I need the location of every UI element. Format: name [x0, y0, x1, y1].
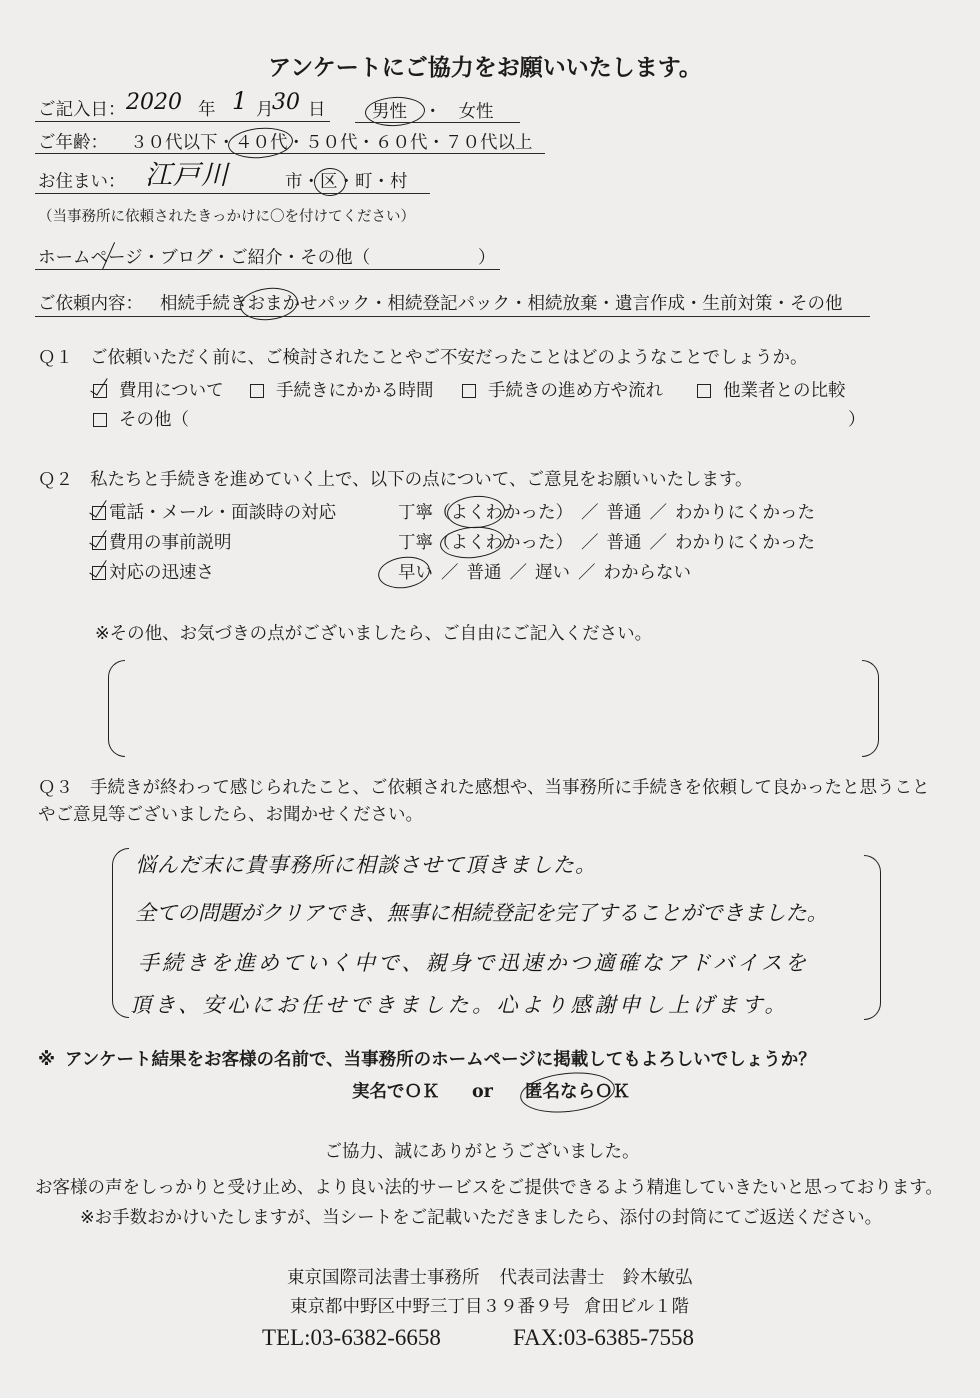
page-title: アンケートにご協力をお願いいたします。	[268, 55, 702, 81]
gender-option-female: 女性	[458, 102, 494, 122]
q1-checkbox	[697, 384, 711, 398]
q2-row-speed	[92, 562, 214, 584]
q2-row-contact	[92, 502, 336, 524]
office-address-line	[290, 1296, 689, 1318]
referral-option-introduction: ご紹介	[230, 248, 283, 268]
closing-thanks: ご協力、誠にありがとうございました。	[324, 1142, 640, 1162]
entry-year-unit: 年	[198, 100, 216, 120]
q2-number: Ｑ２	[38, 470, 73, 490]
publication-question: アンケート結果をお客様の名前で、当事務所のホームページに掲載してもよろしいでしょうか？	[65, 1050, 816, 1070]
underline	[35, 269, 500, 270]
q1-checkbox	[462, 384, 476, 398]
comment-bracket-left	[108, 660, 125, 757]
request-option-renunciation: 相続放棄	[527, 294, 598, 314]
entry-date-label: ご記入日：	[38, 100, 126, 120]
choice-slow: 遅い	[535, 563, 570, 583]
publication-choice-label: 実名でＯＫ	[352, 1082, 440, 1102]
residence-option-village: 村	[390, 172, 408, 192]
q3-answer-line: 手続きを進めていく中で、親身で迅速かつ適確なアドバイスを	[138, 951, 809, 975]
age-option-50s: ５０代	[305, 133, 358, 153]
publication-conjunction: or	[472, 1082, 493, 1102]
choice-polite: 丁寧（よくわかった）	[398, 503, 573, 523]
separator: ・	[142, 248, 161, 268]
residence-option-ward: 区	[320, 172, 338, 192]
q1-option-process	[462, 380, 663, 402]
age-option-40s: ４０代	[235, 133, 288, 153]
q2-row-cost-explanation-choices	[398, 532, 815, 554]
residence-value: 江戸川	[145, 160, 229, 191]
separator: ／	[649, 503, 667, 523]
q1-number: Ｑ１	[38, 348, 73, 368]
request-label: ご依頼内容：	[38, 294, 143, 314]
underline	[355, 122, 520, 123]
request-option-omakase-pack: 相続手続きおまかせパック	[160, 294, 370, 314]
age-option-30s-under: ３０代以下	[130, 133, 218, 153]
separator: ・	[287, 133, 305, 153]
q2-checkbox	[92, 536, 106, 550]
answer-bracket-right	[864, 855, 881, 1020]
q1-other-close: ）	[848, 410, 866, 430]
office-line	[287, 1267, 693, 1289]
residence-option-town: 町	[355, 172, 373, 192]
choice-polite: 丁寧（よくわかった）	[398, 533, 573, 553]
office-name: 東京国際司法書士事務所	[287, 1268, 480, 1288]
publication-choice-real-name	[352, 1081, 440, 1103]
separator: ／	[578, 563, 596, 583]
request-options	[160, 293, 843, 315]
office-tel: TEL:03-6382-6658	[262, 1325, 441, 1350]
referral-option-homepage: ホームページ	[38, 248, 143, 268]
separator: ・	[302, 172, 320, 192]
q3-question-line: 手続きが終わって感じられたこと、ご依頼された感想や、当事務所に手続きを依頼して良かったと思うこと	[90, 778, 930, 798]
gender-options	[372, 101, 494, 123]
choice-unclear: わかりにくかった	[675, 503, 815, 523]
request-option-will: 遺言作成	[615, 294, 685, 314]
choice-unknown: わからない	[603, 563, 691, 583]
separator: ・	[685, 294, 703, 314]
residence-option-city: 市	[285, 172, 303, 192]
separator: ／	[441, 563, 459, 583]
entry-month-unit: 月	[256, 100, 274, 120]
q1-checkbox	[93, 384, 107, 398]
separator: ／	[581, 503, 599, 523]
q1-option-label: 手続きにかかる時間	[276, 381, 434, 401]
q2-row-label: 費用の事前説明	[109, 533, 232, 553]
separator: ・	[772, 294, 790, 314]
office-fax: FAX:03-6385-7558	[513, 1325, 695, 1350]
separator: ・	[217, 133, 235, 153]
referral-option-blog: ブログ	[160, 248, 213, 268]
choice-fast: 早い	[398, 563, 433, 583]
entry-day-unit: 日	[308, 100, 326, 120]
separator: ・	[427, 133, 445, 153]
age-label: ご年齢：	[38, 133, 108, 153]
q1-option-label: 手続きの進め方や流れ	[488, 381, 663, 401]
entry-day: 30	[272, 90, 300, 115]
separator: ・	[597, 294, 615, 314]
separator: ・	[510, 294, 528, 314]
q2-row-contact-choices	[398, 502, 815, 524]
q1-question: ご依頼いただく前に、ご検討されたことやご不安だったことはどのようなことでしょうか。	[90, 348, 808, 368]
q2-note: ※その他、お気づきの点がございましたら、ご自由にご記入ください。	[95, 624, 653, 644]
publication-mark: ※	[38, 1050, 56, 1070]
age-option-70s-over: ７０代以上	[445, 133, 533, 153]
closing-return-note: ※お手数おかけいたしますが、当シートをご記載いただきましたら、添付の封筒にてご返送ください。	[80, 1208, 883, 1228]
q3-answer-line: 悩んだ末に貴事務所に相談させて頂きました。	[135, 853, 597, 877]
q3-number: Ｑ３	[38, 778, 73, 798]
referral-options	[38, 247, 370, 269]
q1-checkbox	[250, 384, 264, 398]
referral-instruction: （当事務所に依頼されたきっかけに〇を付けてください）	[38, 209, 415, 225]
separator: ／	[581, 533, 599, 553]
request-option-other: その他	[790, 294, 843, 314]
q1-option-comparison	[697, 380, 846, 402]
separator: ・	[372, 172, 390, 192]
office-building: 倉田ビル１階	[584, 1297, 689, 1317]
q2-row-cost-explanation	[92, 532, 232, 554]
q2-checkbox	[92, 506, 106, 520]
answer-bracket-left	[112, 848, 129, 1018]
office-title: 代表司法書士	[499, 1268, 605, 1288]
q1-option-other	[93, 409, 189, 431]
q2-row-label: 対応の迅速さ	[109, 563, 214, 583]
residence-type-options	[285, 171, 408, 193]
separator: ／	[649, 533, 667, 553]
age-options	[130, 132, 533, 154]
q1-checkbox	[93, 413, 107, 427]
request-option-estate-planning: 生前対策	[702, 294, 773, 314]
q3-question-line: やご意見等ございましたら、お聞かせください。	[38, 805, 423, 825]
office-representative: 鈴木敏弘	[622, 1268, 693, 1288]
separator: ・	[370, 294, 388, 314]
age-option-60s: ６０代	[375, 133, 428, 153]
q3-answer-line: 頂き、安心にお任せできました。心より感謝申し上げます。	[130, 993, 789, 1017]
underline	[35, 153, 545, 154]
residence-label: お住まい：	[38, 172, 126, 192]
choice-normal: 普通	[606, 503, 642, 523]
request-option-registration-pack: 相続登記パック	[387, 294, 510, 314]
separator: ・	[282, 248, 301, 268]
separator: ・	[212, 248, 231, 268]
underline	[35, 121, 330, 122]
separator: ／	[509, 563, 527, 583]
choice-normal: 普通	[606, 533, 642, 553]
q2-question: 私たちと手続きを進めていく上で、以下の点について、ご意見をお願いいたします。	[90, 470, 753, 490]
q1-option-label: その他（	[119, 410, 189, 430]
q1-option-label: 他業者との比較	[723, 381, 846, 401]
referral-other-close: ）	[478, 248, 496, 268]
q2-row-label: 電話・メール・面談時の対応	[109, 503, 337, 523]
q2-checkbox	[92, 566, 106, 580]
underline	[35, 316, 870, 317]
underline	[35, 193, 430, 194]
separator: ・	[337, 172, 355, 192]
q1-option-cost	[93, 380, 224, 402]
entry-year: 2020	[126, 90, 182, 115]
gender-option-male: 男性	[372, 102, 407, 122]
closing-message: お客様の声をしっかりと受け止め、より良い法的サービスをご提供できるよう精進していきたいと思っております。	[35, 1178, 943, 1198]
q3-answer-line: 全ての問題がクリアでき、無事に相続登記を完了することができました。	[135, 901, 828, 925]
publication-choice-anonymous	[525, 1081, 630, 1103]
comment-bracket-right	[862, 660, 879, 757]
q2-row-speed-choices	[398, 562, 691, 584]
q1-option-label: 費用について	[119, 381, 224, 401]
choice-normal: 普通	[466, 563, 502, 583]
office-address: 東京都中野区中野三丁目３９番９号	[290, 1297, 570, 1317]
entry-month: 1	[232, 87, 248, 115]
q1-option-time	[250, 380, 434, 402]
separator: ・	[424, 102, 442, 122]
referral-option-other: その他（	[300, 248, 371, 268]
choice-unclear: わかりにくかった	[675, 533, 815, 553]
publication-choice-label: 匿名ならＯＫ	[525, 1082, 630, 1102]
separator: ・	[357, 133, 375, 153]
